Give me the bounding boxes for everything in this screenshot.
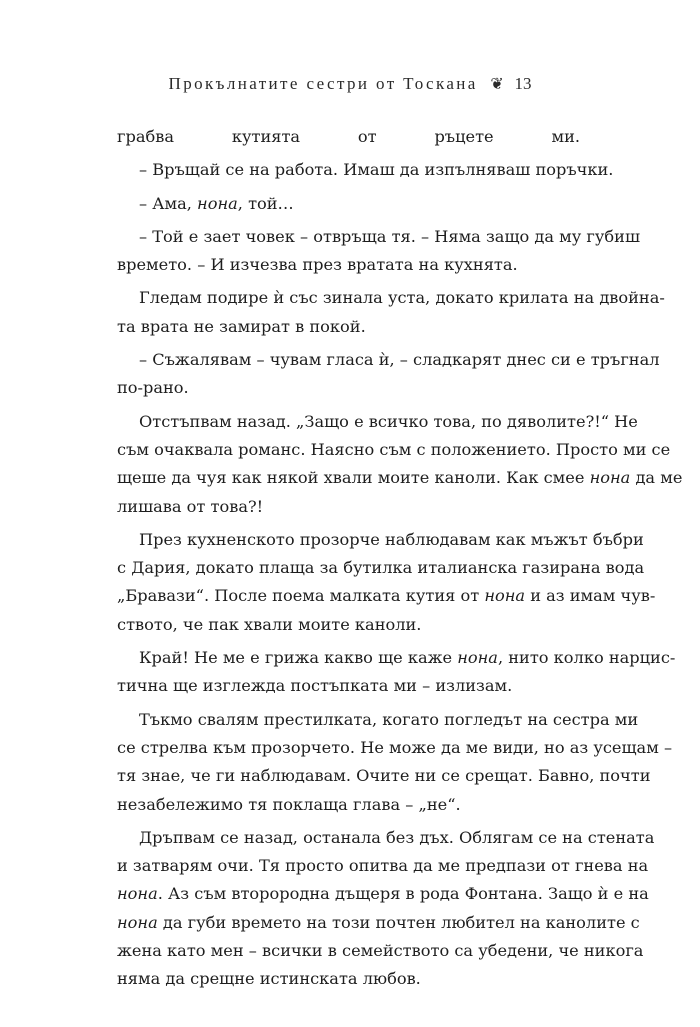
text-line: – Ама, нона, той…	[139, 193, 294, 213]
text-line: ството, че пак хвали моите каноли.	[117, 614, 422, 634]
text-line: се стрелва към прозорчето. Не може да ме види, но аз усещам –	[117, 737, 673, 757]
text-line: и затварям очи. Тя просто опитва да ме предпази от гнева на	[117, 856, 649, 876]
text-line: тична ще изглежда постъпката ми – излизам.	[117, 676, 513, 696]
text-line: тя знае, че ги наблюдавам. Очите ни се срещат. Бавно, почти	[117, 766, 651, 786]
text-line: времето. – И изчезва през вратата на кухнята.	[117, 255, 518, 275]
running-header	[0, 74, 700, 94]
text-line: грабва кутията от ръцете ми.	[117, 127, 580, 146]
text-line: Отстъпвам назад. „Защо е всичко това, по дяволите?!“ Не	[139, 411, 638, 431]
text-line: – Той е зает човек – отвръща тя. – Няма защо да му губиш	[139, 226, 641, 246]
text-line: щеше да чуя как някой хвали моите каноли. Как смее нона да ме	[117, 468, 683, 488]
text-line: Гледам подире ѝ със зинала уста, докато крилата на двойна-	[139, 288, 665, 308]
text-line: Дръпвам се назад, останала без дъх. Облягам се на стената	[139, 827, 655, 847]
body-text	[117, 123, 683, 994]
text-line: лишава от това?!	[117, 496, 264, 516]
text-line: През кухненското прозорче наблюдавам как мъжът бъбри	[139, 529, 644, 549]
text-line: няма да срещне истинската любов.	[117, 969, 421, 989]
text-line: Край! Не ме е грижа какво ще каже нона, нито колко нарцис-	[139, 648, 676, 668]
running-title: Прокълнатите сестри от Тоскана	[168, 74, 478, 93]
text-line: незабележимо тя поклаща глава – „не“.	[117, 794, 461, 814]
text-line: по-рано.	[117, 378, 189, 398]
text-line: та врата не замират в покой.	[117, 316, 366, 336]
text-line: съм очаквала романс. Наясно съм с положението. Просто ми се	[117, 439, 671, 459]
fleuron-ornament-icon: ❦	[490, 76, 504, 93]
page-number: 13	[514, 74, 532, 93]
text-line: жена като мен – всички в семейството са убедени, че никога	[117, 941, 644, 961]
text-line: – Съжалявам – чувам гласа ѝ, – сладкарят днес си е тръгнал	[139, 350, 660, 370]
text-line: нона. Аз съм второродна дъщеря в рода Фонтана. Защо ѝ е на	[117, 884, 649, 904]
text-line: – Връщай се на работа. Имаш да изпълняваш поръчки.	[139, 160, 614, 180]
text-line: Тъкмо свалям престилката, когато погледът на сестра ми	[139, 709, 639, 729]
text-line: с Дария, докато плаща за бутилка италианска газирана вода	[117, 558, 645, 578]
text-line: „Бравази“. После поема малката кутия от нона и аз имам чув-	[117, 586, 656, 606]
text-line: нона да губи времето на този почтен любител на канолите с	[117, 912, 640, 932]
